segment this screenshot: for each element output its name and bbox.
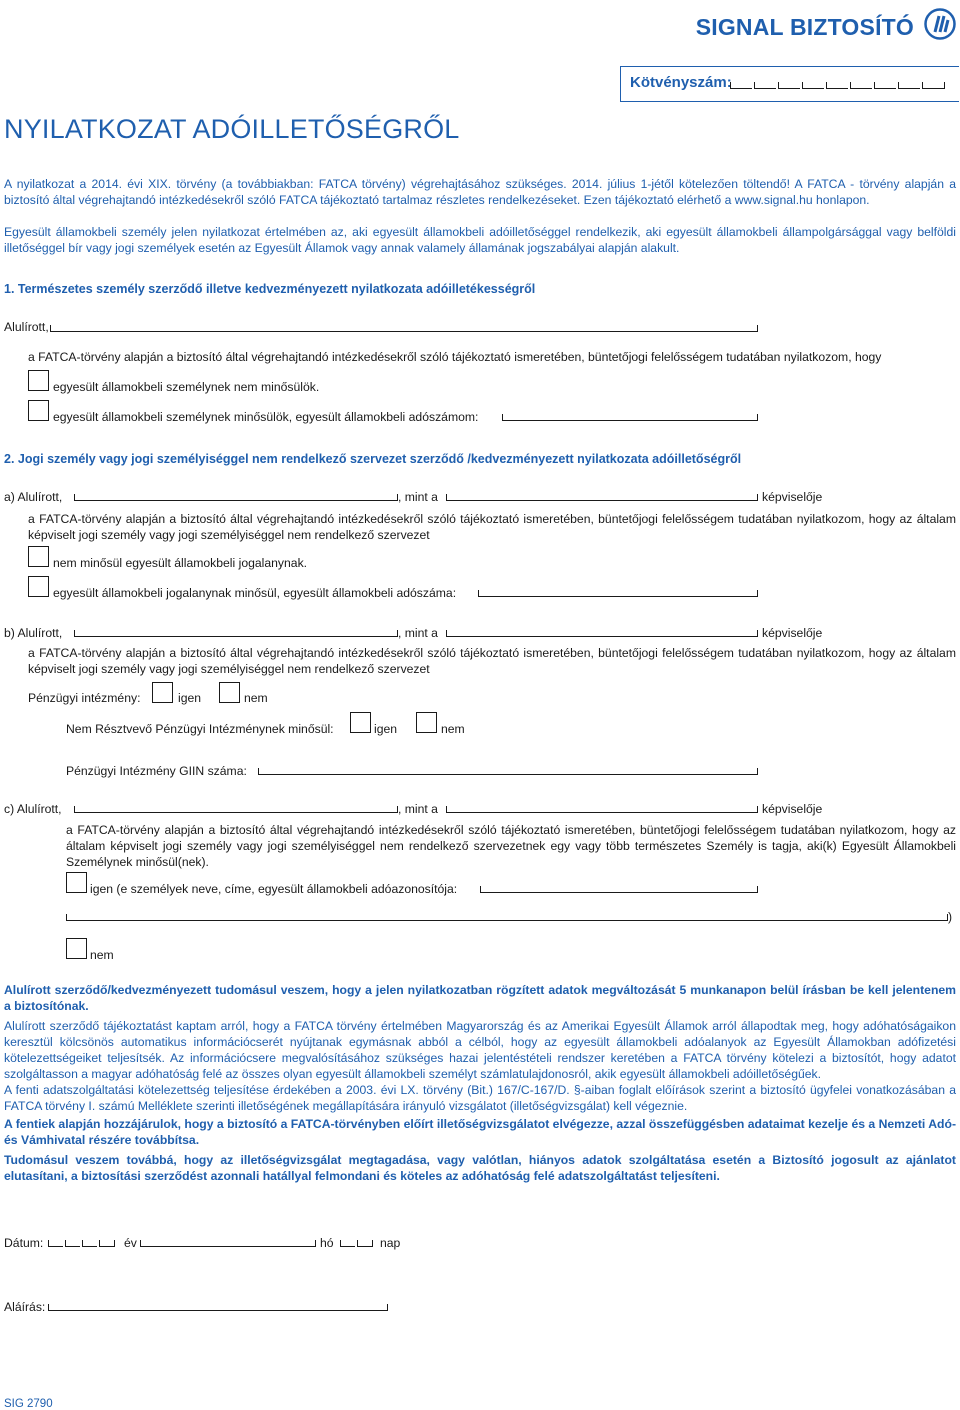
date-month-label: hó xyxy=(320,1236,334,1250)
section-2c-close-paren: ) xyxy=(948,910,953,924)
financial-institution-yes-label: igen xyxy=(178,691,202,705)
date-day-field[interactable] xyxy=(340,1240,375,1247)
financial-institution-no-label: nem xyxy=(244,691,268,705)
section-2c-yes-checkbox[interactable] xyxy=(66,872,87,893)
section-1-us-tax-number-field[interactable] xyxy=(502,414,758,421)
non-participating-no-checkbox[interactable] xyxy=(416,712,437,733)
section-2a-undersigned-label: a) Alulírott, xyxy=(4,490,63,504)
section-2c-undersigned-label: c) Alulírott, xyxy=(4,802,62,816)
non-participating-yes-label: igen xyxy=(374,722,398,736)
signature-label: Aláírás: xyxy=(4,1300,46,1314)
section-2c-persons-field-1[interactable] xyxy=(480,886,758,893)
section-2c-persons-field-2[interactable] xyxy=(66,914,948,921)
section-2c-as-label: , mint a xyxy=(398,802,438,816)
financial-institution-label: Pénzügyi intézmény: xyxy=(28,691,141,705)
section-2c-name-field[interactable] xyxy=(74,806,398,813)
section-1-declaration: a FATCA-törvény alapján a biztosító által végrehajtandó intézkedésekről szóló tájékoztató ismeretében, büntetőjogi felelősségem tudatában nyilatkozom, hogy xyxy=(28,350,882,364)
section-2b-name-field[interactable] xyxy=(74,630,398,637)
section-2c-yes-label: igen (e személyek neve, címe, egyesült államokbeli adóazonosítója: xyxy=(90,882,458,896)
giin-label: Pénzügyi Intézmény GIIN száma: xyxy=(66,764,247,778)
section-2c-no-checkbox[interactable] xyxy=(66,938,87,959)
intro-paragraph-2: Egyesült államokbeli személy jelen nyilatkozat értelmében az, aki egyesült államokbeli adóilletőséggel rendelkezik, aki egyesült államokbeli állampolgársággal vagy belföldi illetőséggel bír vagy jogi személyek esetén az Egyesült Államok vagy annak valamely államának jogszabályai alapján alakult. xyxy=(4,225,956,255)
giin-field[interactable] xyxy=(258,768,758,775)
date-label: Dátum: xyxy=(4,1236,44,1250)
section-2a-not-us-label: nem minősül egyesült államokbeli jogalanynak. xyxy=(53,556,308,570)
closing-bold-3: Tudomásul veszem továbbá, hogy az illetőségvizsgálat megtagadása, vagy valótlan, hiányos adatok szolgáltatása esetén a Biztosító jogosult az ajánlatot elutasítani, a biztosítási szerződést azonnali hatállyal felmondani és köteles az adóhatóság felé adatszolgáltatást teljesíteni. xyxy=(4,1153,956,1183)
section-2c-rep-label: képviselője xyxy=(762,802,823,816)
date-month-field[interactable] xyxy=(140,1240,316,1247)
section-2a-not-us-checkbox[interactable] xyxy=(28,546,49,567)
section-2-heading: 2. Jogi személy vagy jogi személyiséggel nem rendelkező szervezet szerződő /kedvezményezett nyilatkozata adóilletőségről xyxy=(4,452,742,466)
section-2a-entity-field[interactable] xyxy=(446,494,758,501)
section-2b-entity-field[interactable] xyxy=(446,630,758,637)
section-1-us-label: egyesült államokbeli személynek minősülök, egyesült államokbeli adószámom: xyxy=(53,410,479,424)
closing-bold-1: Alulírott szerződő/kedvezményezett tudomásul veszem, hogy a jelen nyilatkozatban rögzített adatok megváltozását 5 munkanapon belül írásban be kell jelentenem a biztosítónak. xyxy=(4,983,956,1013)
section-2a-tax-number-field[interactable] xyxy=(478,590,758,597)
non-participating-label: Nem Résztvevő Pénzügyi Intézménynek minősül: xyxy=(66,722,334,736)
section-1-us-checkbox[interactable] xyxy=(28,400,49,421)
section-1-name-field[interactable] xyxy=(50,325,758,332)
section-2a-us-checkbox[interactable] xyxy=(28,576,49,597)
section-2b-rep-label: képviselője xyxy=(762,626,823,640)
non-participating-yes-checkbox[interactable] xyxy=(350,712,371,733)
section-2b-as-label: , mint a xyxy=(398,626,438,640)
closing-paragraph-1: Alulírott szerződő tájékoztatást kaptam arról, hogy a FATCA törvény értelmében Magyarország és az Amerikai Egyesült Államok arról állapodtak meg, hogy adóhatóságaikon keresztül kölcsönös automatikus információcserét nyújtanak egymásnak abból a célból, hogy az egyesült államokbeli adóalanyok az Egyesült Államokban adófizetési kötelezettségeiket teljesítsék. Az információcsere megvalósításához szükséges hazai jelentéstételi rendszer keretében a FATCA törvény kötelezi a biztosítót, hogy adatot szolgáltasson a magyar adóhatóság felé az összes olyan egyesült államokbeli személyt számlatulajdonosról, akik egyesült államokbeli adóilletőségűek. xyxy=(4,1019,956,1081)
section-2a-name-field[interactable] xyxy=(74,494,398,501)
section-2c-declaration: a FATCA-törvény alapján a biztosító által végrehajtandó intézkedésekről szóló tájékoztató ismeretében, büntetőjogi felelősségem tudatában nyilatkozom, hogy az általam képviselt jogi személy vagy jogi személyiséggel nem rendelkező szervezetnek egy vagy több természetes Személy is tagja, aki(k) Egyesült Államokbeli Személynek minősül(nek). xyxy=(66,823,956,869)
non-participating-no-label: nem xyxy=(441,722,465,736)
brand-name: SIGNAL BIZTOSÍTÓ xyxy=(695,14,914,40)
policy-number-input[interactable] xyxy=(730,82,947,89)
section-2b-undersigned-label: b) Alulírott, xyxy=(4,626,63,640)
section-1-heading: 1. Természetes személy szerződő illetve kedvezményezett nyilatkozata adóilletékességről xyxy=(4,282,536,296)
signature-field[interactable] xyxy=(48,1304,388,1311)
section-1-not-us-label: egyesült államokbeli személynek nem minősülök. xyxy=(53,380,320,394)
section-2c-entity-field[interactable] xyxy=(446,806,758,813)
section-1-undersigned-label: Alulírott, xyxy=(4,320,49,334)
financial-institution-no-checkbox[interactable] xyxy=(219,682,240,703)
closing-paragraph-2: A fenti adatszolgáltatási kötelezettség teljesítése érdekében a 2003. évi LX. törvény (Bit.) 167/C-167/D. §-aiban foglalt előírások szerint a biztosító ügyfelei vonatkozásában a FATCA törvény I. számú Melléklete szerinti illetőségének megállapítására irányuló vizsgálatot (illetőségvizsgálat) kell végeznie. xyxy=(4,1083,956,1113)
page-title: NYILATKOZAT ADÓILLETŐSÉGRŐL xyxy=(4,114,460,144)
section-2a-as-label: , mint a xyxy=(398,490,438,504)
section-1-not-us-checkbox[interactable] xyxy=(28,370,49,391)
intro-paragraph-1: A nyilatkozat a 2014. évi XIX. törvény (a továbbiakban: FATCA törvény) végrehajtásához szükséges. 2014. július 1-jétől kötelezően töltendő! A FATCA - törvény alapján a biztosító által végrehajtandó intézkedésekről szóló FATCA tájékoztató tartalmaz részletes rendelkezéseket. Ezen tájékoztató elérhető a www.signal.hu honlapon. xyxy=(4,177,956,207)
signal-logo-icon xyxy=(924,8,956,40)
section-2a-declaration: a FATCA-törvény alapján a biztosító által végrehajtandó intézkedésekről szóló tájékoztató ismeretében, büntetőjogi felelősségem tudatában nyilatkozom, hogy az általam képviselt jogi személy vagy jogi személyiséggel nem rendelkező szervezet xyxy=(28,512,956,542)
date-year-field[interactable] xyxy=(48,1240,117,1247)
section-2c-no-label: nem xyxy=(90,948,114,962)
section-2b-declaration: a FATCA-törvény alapján a biztosító által végrehajtandó intézkedésekről szóló tájékoztató ismeretében, büntetőjogi felelősségem tudatában nyilatkozom, hogy az általam képviselt jogi személy vagy jogi személyiséggel nem rendelkező szervezet xyxy=(28,646,956,676)
date-day-label: nap xyxy=(380,1236,401,1250)
closing-bold-2: A fentiek alapján hozzájárulok, hogy a biztosító a FATCA-törvényben előírt illetőségvizsgálatot elvégezze, azzal összefüggésben adataimat kezelje és a Nemzeti Adó- és Vámhivatal részére továbbítsa. xyxy=(4,1117,956,1147)
section-2a-rep-label: képviselője xyxy=(762,490,823,504)
date-year-label: év xyxy=(124,1236,137,1250)
section-2a-us-label: egyesült államokbeli jogalanynak minősül, egyesült államokbeli adószáma: xyxy=(53,586,457,600)
form-code: SIG 2790 xyxy=(4,1398,53,1410)
financial-institution-yes-checkbox[interactable] xyxy=(152,682,173,703)
policy-number-label: Kötvényszám: xyxy=(630,74,732,91)
